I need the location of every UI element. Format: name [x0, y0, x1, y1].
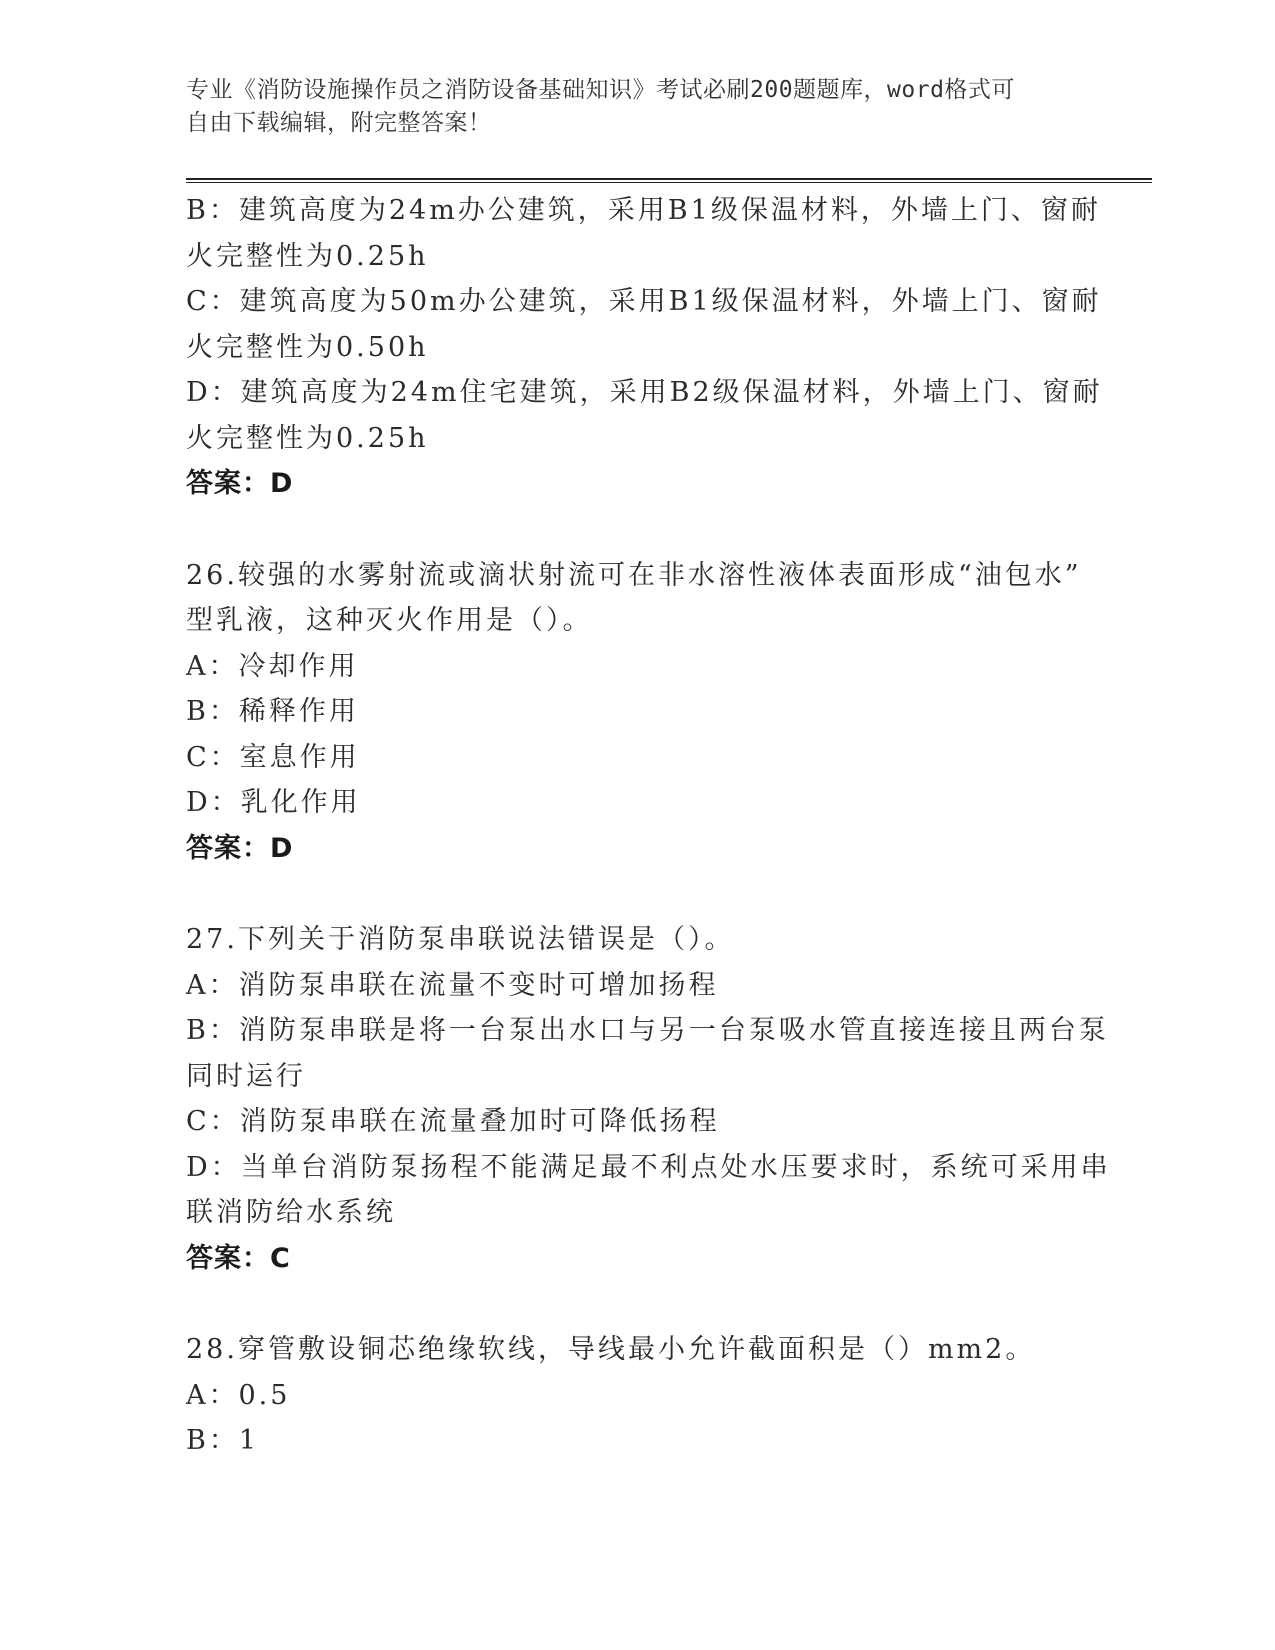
- q28-option-b: B：1: [186, 1425, 260, 1456]
- q27-option-c: C：消防泵串联在流量叠加时可降低扬程: [186, 1106, 720, 1137]
- header-divider-top: [186, 178, 1152, 180]
- q25-option-c-line-1: C：建筑高度为50m办公建筑，采用B1级保温材料，外墙上门、窗耐: [186, 286, 1102, 317]
- header-line-1: 专业《消防设施操作员之消防设备基础知识》考试必刷200题题库，word格式可: [186, 77, 1015, 103]
- q26-stem-line-1: 26.较强的水雾射流或滴状射流可在非水溶性液体表面形成“油包水”: [186, 559, 1082, 591]
- question-27: [186, 917, 1111, 1281]
- document-header: [186, 74, 1066, 140]
- spacer: [186, 871, 1086, 917]
- q26-option-c: C：室息作用: [186, 741, 360, 773]
- q25-answer: 答案：D: [186, 468, 294, 499]
- question-26: [186, 553, 1086, 872]
- question-28: [186, 1327, 1086, 1464]
- q27-answer: 答案：C: [186, 1242, 291, 1274]
- q27-option-b-line-1: B：消防泵串联是将一台泵出水口与另一台泵吸水管直接连接且两台泵: [186, 1015, 1109, 1046]
- q26-stem-line-2: 型乳液，这种灭火作用是（）。: [186, 605, 593, 636]
- q26-option-b: B：稀释作用: [186, 696, 359, 727]
- q28-option-a: A：0.5: [186, 1379, 291, 1411]
- q27-option-b-line-2: 同时运行: [186, 1060, 306, 1092]
- q27-stem: 27.下列关于消防泵串联说法错误是（）。: [186, 924, 735, 955]
- q26-answer: 答案：D: [186, 832, 294, 864]
- q25-option-d-line-2: 火完整性为0.25h: [186, 422, 429, 454]
- question-25: [186, 188, 1103, 507]
- q27-option-d-line-2: 联消防给水系统: [186, 1197, 396, 1228]
- q26-option-d: D：乳化作用: [186, 787, 361, 818]
- header-line-2: 自由下载编辑，附完整答案！: [186, 110, 492, 136]
- spacer: [186, 507, 1086, 553]
- q27-option-d-line-1: D：当单台消防泵扬程不能满足最不利点处水压要求时，系统可采用串: [186, 1151, 1111, 1183]
- q27-option-a: A：消防泵串联在流量不变时可增加扬程: [186, 969, 719, 1001]
- question-content: [186, 188, 1111, 1464]
- q26-option-a: A：冷却作用: [186, 650, 359, 682]
- q28-stem: 28.穿管敷设铜芯绝缘软线，导线最小允许截面积是（）mm2。: [186, 1334, 1036, 1365]
- spacer: [186, 1281, 1086, 1327]
- q25-option-b-line-2: 火完整性为0.25h: [186, 240, 429, 272]
- q25-option-c-line-2: 火完整性为0.50h: [186, 331, 429, 363]
- q25-option-d-line-1: D：建筑高度为24m住宅建筑，采用B2级保温材料，外墙上门、窗耐: [186, 377, 1103, 408]
- q25-option-b-line-1: B：建筑高度为24m办公建筑，采用B1级保温材料，外墙上门、窗耐: [186, 195, 1101, 226]
- header-divider-bottom: [186, 182, 1152, 183]
